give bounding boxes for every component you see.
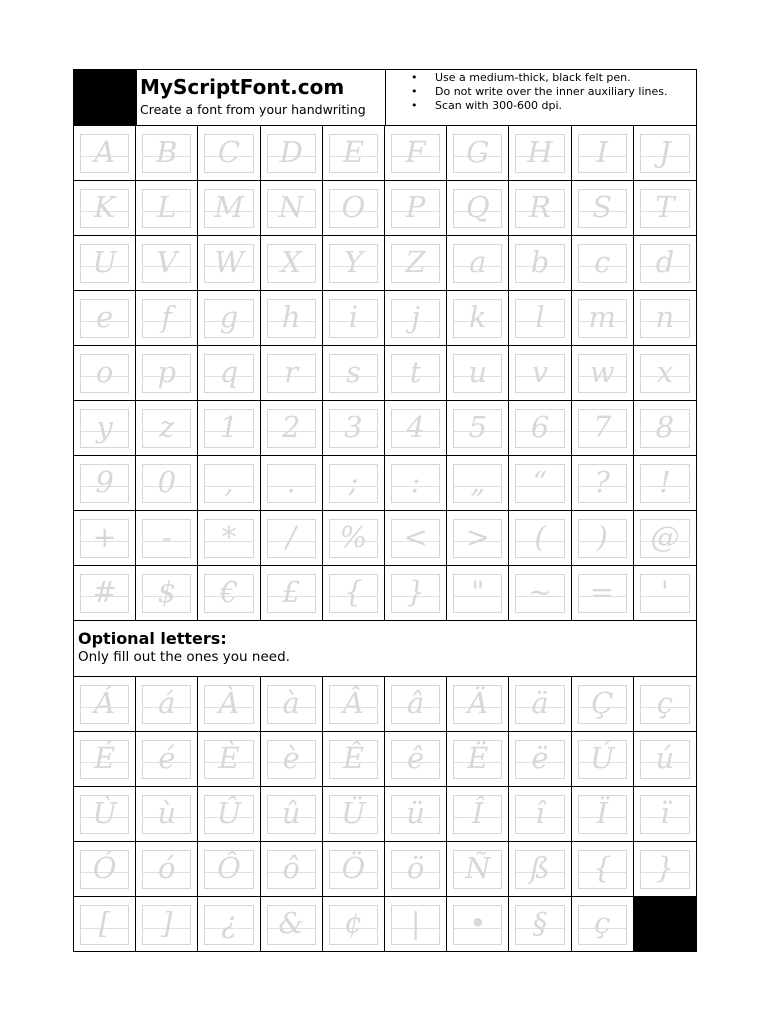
guide-glyph: i bbox=[348, 300, 359, 334]
glyph-cell bbox=[385, 346, 447, 401]
guide-glyph: ú bbox=[655, 741, 675, 775]
guide-glyph: ç bbox=[656, 686, 674, 720]
guide-glyph: Ê bbox=[342, 741, 364, 775]
guide-glyph: { bbox=[592, 851, 612, 885]
guide-glyph: > bbox=[465, 520, 490, 554]
guide-glyph: ô bbox=[282, 851, 300, 885]
glyph-cell bbox=[509, 401, 571, 456]
glyph-cell bbox=[198, 566, 260, 621]
glyph-cell bbox=[634, 787, 696, 842]
glyph-cell bbox=[136, 511, 198, 566]
glyph-cell bbox=[323, 456, 385, 511]
glyph-cell bbox=[385, 456, 447, 511]
guide-glyph: É bbox=[94, 741, 116, 775]
guide-glyph: 7 bbox=[592, 410, 612, 444]
guide-glyph: & bbox=[278, 906, 305, 940]
alignment-marker-bottom-right bbox=[634, 897, 696, 952]
guide-glyph: Ó bbox=[92, 851, 117, 885]
guide-glyph: 1 bbox=[219, 410, 239, 444]
glyph-cell bbox=[136, 181, 198, 236]
guide-glyph: Ô bbox=[217, 851, 241, 885]
guide-glyph: l bbox=[535, 300, 545, 334]
guide-glyph: B bbox=[156, 135, 178, 169]
glyph-cell bbox=[509, 842, 571, 897]
guide-glyph: v bbox=[531, 355, 549, 389]
glyph-cell bbox=[323, 401, 385, 456]
glyph-cell bbox=[385, 511, 447, 566]
optional-letters-heading: Optional letters: bbox=[78, 629, 227, 648]
glyph-cell bbox=[509, 346, 571, 401]
guide-glyph: 9 bbox=[95, 465, 114, 499]
glyph-cell bbox=[572, 511, 634, 566]
glyph-cell bbox=[198, 511, 260, 566]
glyph-cell bbox=[198, 401, 260, 456]
glyph-cell bbox=[572, 897, 634, 952]
glyph-cell bbox=[198, 126, 260, 181]
guide-glyph: p bbox=[157, 355, 177, 389]
guide-glyph: x bbox=[656, 355, 674, 389]
guide-glyph: $ bbox=[157, 575, 177, 609]
glyph-cell bbox=[74, 401, 136, 456]
guide-glyph: P bbox=[405, 190, 426, 224]
guide-glyph: Ñ bbox=[465, 851, 491, 885]
guide-glyph: - bbox=[161, 520, 172, 554]
guide-glyph: Ú bbox=[589, 741, 615, 775]
guide-glyph: Û bbox=[216, 796, 242, 830]
guide-glyph: H bbox=[527, 135, 553, 169]
guide-glyph: R bbox=[529, 190, 551, 224]
glyph-cell bbox=[198, 346, 260, 401]
glyph-cell bbox=[74, 787, 136, 842]
glyph-cell bbox=[385, 291, 447, 346]
guide-glyph: r bbox=[284, 355, 299, 389]
guide-glyph: % bbox=[339, 520, 368, 554]
guide-glyph: â bbox=[406, 686, 425, 720]
optional-letters-note: Only fill out the ones you need. bbox=[78, 649, 290, 665]
guide-glyph: n bbox=[655, 300, 675, 334]
guide-glyph: D bbox=[279, 135, 303, 169]
glyph-cell bbox=[385, 566, 447, 621]
glyph-cell bbox=[509, 456, 571, 511]
glyph-cell bbox=[509, 677, 571, 732]
glyph-cell bbox=[261, 677, 323, 732]
guide-glyph: “ bbox=[532, 465, 548, 499]
glyph-cell bbox=[634, 291, 696, 346]
instruction-item: • Do not write over the inner auxiliary lines. bbox=[386, 85, 696, 99]
guide-glyph: ö bbox=[406, 851, 425, 885]
guide-glyph: ! bbox=[659, 465, 671, 499]
glyph-cell bbox=[323, 346, 385, 401]
instruction-item: • Use a medium-thick, black felt pen. bbox=[386, 71, 696, 85]
guide-glyph: Ü bbox=[341, 796, 366, 830]
site-subtitle: Create a font from your handwriting bbox=[140, 102, 366, 117]
guide-glyph: ä bbox=[531, 686, 549, 720]
guide-glyph: Q bbox=[465, 190, 490, 224]
guide-glyph: § bbox=[532, 906, 548, 940]
guide-glyph: ? bbox=[594, 465, 610, 499]
guide-glyph: z bbox=[159, 410, 175, 444]
guide-glyph: À bbox=[218, 686, 240, 720]
guide-glyph: G bbox=[466, 135, 490, 169]
glyph-cell bbox=[509, 126, 571, 181]
guide-glyph: € bbox=[219, 575, 239, 609]
guide-glyph: Z bbox=[405, 245, 426, 279]
glyph-cell bbox=[447, 677, 509, 732]
guide-glyph: È bbox=[218, 741, 240, 775]
guide-glyph: á bbox=[158, 686, 176, 720]
guide-glyph: h bbox=[281, 300, 301, 334]
guide-glyph: + bbox=[92, 520, 117, 554]
glyph-cell bbox=[509, 787, 571, 842]
glyph-cell bbox=[323, 511, 385, 566]
glyph-cell bbox=[136, 291, 198, 346]
optional-letters-section bbox=[74, 620, 696, 676]
glyph-cell bbox=[385, 897, 447, 952]
glyph-cell bbox=[261, 511, 323, 566]
glyph-cell bbox=[261, 842, 323, 897]
guide-glyph: | bbox=[410, 906, 421, 940]
glyph-cell bbox=[447, 291, 509, 346]
guide-glyph: V bbox=[156, 245, 178, 279]
glyph-cell bbox=[634, 842, 696, 897]
guide-glyph: # bbox=[92, 575, 117, 609]
guide-glyph: F bbox=[405, 135, 426, 169]
glyph-cell bbox=[323, 732, 385, 787]
glyph-cell bbox=[323, 291, 385, 346]
guide-glyph: U bbox=[92, 245, 117, 279]
glyph-cell bbox=[509, 566, 571, 621]
glyph-cell bbox=[385, 732, 447, 787]
glyph-cell bbox=[198, 456, 260, 511]
glyph-cell bbox=[572, 126, 634, 181]
guide-glyph: ê bbox=[407, 741, 425, 775]
glyph-cell bbox=[634, 346, 696, 401]
guide-glyph: Y bbox=[343, 245, 363, 279]
glyph-cell bbox=[447, 787, 509, 842]
glyph-cell bbox=[261, 456, 323, 511]
glyph-cell bbox=[261, 732, 323, 787]
glyph-cell bbox=[261, 787, 323, 842]
glyph-cell bbox=[74, 456, 136, 511]
alignment-marker-top-left bbox=[74, 70, 136, 125]
glyph-cell bbox=[323, 126, 385, 181]
guide-glyph: W bbox=[214, 245, 244, 279]
guide-glyph: N bbox=[278, 190, 304, 224]
glyph-cell bbox=[509, 236, 571, 291]
glyph-cell bbox=[634, 236, 696, 291]
guide-glyph: . bbox=[286, 465, 296, 499]
instruction-item: • Scan with 300-600 dpi. bbox=[386, 99, 696, 113]
glyph-cell bbox=[385, 236, 447, 291]
guide-glyph: ¿ bbox=[221, 906, 237, 940]
glyph-cell bbox=[447, 897, 509, 952]
glyph-cell bbox=[198, 291, 260, 346]
guide-glyph: Ï bbox=[596, 796, 608, 830]
glyph-cell bbox=[572, 181, 634, 236]
guide-glyph: 5 bbox=[468, 410, 488, 444]
glyph-cell bbox=[323, 787, 385, 842]
glyph-cell bbox=[447, 511, 509, 566]
glyph-cell bbox=[447, 236, 509, 291]
guide-glyph: m bbox=[588, 300, 616, 334]
glyph-cell bbox=[447, 842, 509, 897]
guide-glyph: ß bbox=[530, 851, 550, 885]
glyph-cell bbox=[447, 181, 509, 236]
guide-glyph: 0 bbox=[157, 465, 177, 499]
guide-glyph: ~ bbox=[527, 575, 553, 609]
glyph-cell bbox=[323, 181, 385, 236]
glyph-cell bbox=[509, 732, 571, 787]
glyph-cell bbox=[74, 236, 136, 291]
guide-glyph: C bbox=[217, 135, 241, 169]
glyph-cell bbox=[136, 566, 198, 621]
glyph-cell bbox=[74, 126, 136, 181]
guide-glyph: A bbox=[94, 135, 116, 169]
glyph-cell bbox=[323, 897, 385, 952]
glyph-cell bbox=[509, 897, 571, 952]
guide-glyph: s bbox=[345, 355, 361, 389]
guide-glyph: 4 bbox=[406, 410, 425, 444]
guide-glyph: ) bbox=[596, 520, 608, 554]
guide-glyph: E bbox=[342, 135, 364, 169]
glyph-cell bbox=[74, 566, 136, 621]
guide-glyph: j bbox=[411, 300, 421, 334]
glyph-cell bbox=[447, 732, 509, 787]
guide-glyph: q bbox=[219, 355, 239, 389]
glyph-cell bbox=[572, 677, 634, 732]
glyph-cell bbox=[198, 897, 260, 952]
guide-glyph: Ä bbox=[467, 686, 489, 720]
glyph-cell bbox=[136, 842, 198, 897]
glyph-cell bbox=[198, 181, 260, 236]
guide-glyph: Ë bbox=[467, 741, 489, 775]
guide-glyph: Ç bbox=[591, 686, 614, 720]
guide-glyph: î bbox=[535, 796, 545, 830]
guide-glyph: ( bbox=[534, 520, 546, 554]
glyph-cell bbox=[385, 677, 447, 732]
guide-glyph: u bbox=[468, 355, 488, 389]
guide-glyph: " bbox=[471, 575, 485, 609]
glyph-cell bbox=[572, 732, 634, 787]
glyph-cell bbox=[634, 401, 696, 456]
glyph-cell bbox=[572, 346, 634, 401]
glyph-cell bbox=[634, 456, 696, 511]
glyph-cell bbox=[572, 456, 634, 511]
glyph-cell bbox=[509, 181, 571, 236]
glyph-cell bbox=[74, 897, 136, 952]
glyph-cell bbox=[634, 181, 696, 236]
guide-glyph: } bbox=[406, 575, 425, 609]
guide-glyph: g bbox=[219, 300, 239, 334]
guide-glyph: ç bbox=[594, 906, 611, 940]
guide-glyph: t bbox=[409, 355, 422, 389]
glyph-cell bbox=[385, 787, 447, 842]
guide-glyph: ù bbox=[157, 796, 177, 830]
guide-glyph: c bbox=[594, 245, 611, 279]
guide-glyph: [ bbox=[98, 906, 111, 940]
guide-glyph: @ bbox=[650, 520, 680, 554]
guide-glyph: , bbox=[224, 465, 234, 499]
glyph-cell bbox=[261, 291, 323, 346]
instruction-list bbox=[386, 70, 696, 125]
guide-glyph: 6 bbox=[530, 410, 550, 444]
glyph-cell bbox=[74, 842, 136, 897]
glyph-cell bbox=[136, 401, 198, 456]
glyph-cell bbox=[385, 842, 447, 897]
guide-glyph: ¢ bbox=[344, 906, 363, 940]
guide-glyph: ë bbox=[531, 741, 549, 775]
title-box bbox=[136, 70, 386, 125]
glyph-cell bbox=[74, 346, 136, 401]
guide-glyph: } bbox=[655, 851, 675, 885]
glyph-cell bbox=[447, 126, 509, 181]
guide-glyph: d bbox=[655, 245, 675, 279]
guide-glyph: • bbox=[469, 906, 487, 940]
glyph-cell bbox=[261, 236, 323, 291]
glyph-cell bbox=[198, 732, 260, 787]
glyph-cell bbox=[509, 511, 571, 566]
glyph-cell bbox=[198, 787, 260, 842]
glyph-cell bbox=[136, 236, 198, 291]
guide-glyph: Î bbox=[472, 796, 484, 830]
guide-glyph: è bbox=[282, 741, 300, 775]
guide-glyph: I bbox=[596, 135, 608, 169]
guide-glyph: ü bbox=[406, 796, 425, 830]
glyph-cell bbox=[261, 401, 323, 456]
guide-glyph: M bbox=[214, 190, 244, 224]
glyph-cell bbox=[136, 897, 198, 952]
main-character-grid bbox=[74, 125, 696, 621]
guide-glyph: { bbox=[344, 575, 363, 609]
guide-glyph: T bbox=[655, 190, 675, 224]
guide-glyph: f bbox=[161, 300, 173, 334]
glyph-cell bbox=[261, 897, 323, 952]
glyph-cell bbox=[634, 566, 696, 621]
glyph-cell bbox=[261, 126, 323, 181]
guide-glyph: = bbox=[590, 575, 615, 609]
glyph-cell bbox=[572, 842, 634, 897]
glyph-cell bbox=[198, 842, 260, 897]
glyph-cell bbox=[261, 346, 323, 401]
guide-glyph: b bbox=[530, 245, 550, 279]
glyph-cell bbox=[74, 677, 136, 732]
guide-glyph: Á bbox=[94, 686, 116, 720]
glyph-cell bbox=[634, 677, 696, 732]
guide-glyph: ï bbox=[660, 796, 670, 830]
guide-glyph: J bbox=[659, 135, 671, 169]
glyph-cell bbox=[74, 181, 136, 236]
glyph-cell bbox=[447, 456, 509, 511]
guide-glyph: a bbox=[469, 245, 487, 279]
glyph-cell bbox=[634, 732, 696, 787]
glyph-cell bbox=[634, 511, 696, 566]
glyph-cell bbox=[572, 566, 634, 621]
guide-glyph: £ bbox=[281, 575, 301, 609]
glyph-cell bbox=[385, 181, 447, 236]
guide-glyph: û bbox=[281, 796, 301, 830]
guide-glyph: w bbox=[589, 355, 615, 389]
glyph-cell bbox=[136, 732, 198, 787]
glyph-cell bbox=[323, 842, 385, 897]
glyph-cell bbox=[447, 401, 509, 456]
guide-glyph: * bbox=[221, 520, 237, 554]
guide-glyph: O bbox=[341, 190, 366, 224]
guide-glyph: X bbox=[280, 245, 302, 279]
guide-glyph: 2 bbox=[281, 410, 301, 444]
guide-glyph: y bbox=[96, 410, 113, 444]
glyph-cell bbox=[136, 677, 198, 732]
glyph-cell bbox=[572, 236, 634, 291]
guide-glyph: à bbox=[282, 686, 300, 720]
glyph-cell bbox=[136, 346, 198, 401]
guide-glyph: e bbox=[96, 300, 114, 334]
glyph-cell bbox=[74, 732, 136, 787]
guide-glyph: K bbox=[93, 190, 116, 224]
glyph-cell bbox=[136, 126, 198, 181]
guide-glyph: L bbox=[157, 190, 177, 224]
guide-glyph: ] bbox=[161, 906, 173, 940]
glyph-cell bbox=[136, 787, 198, 842]
site-title: MyScriptFont.com bbox=[140, 75, 345, 99]
guide-glyph: ' bbox=[660, 575, 669, 609]
guide-glyph: : bbox=[410, 465, 421, 499]
guide-glyph: é bbox=[158, 741, 176, 775]
glyph-cell bbox=[74, 511, 136, 566]
optional-character-grid bbox=[74, 676, 696, 952]
guide-glyph: 8 bbox=[655, 410, 675, 444]
glyph-cell bbox=[385, 126, 447, 181]
glyph-cell bbox=[323, 677, 385, 732]
glyph-cell bbox=[572, 787, 634, 842]
glyph-cell bbox=[198, 236, 260, 291]
glyph-cell bbox=[385, 401, 447, 456]
glyph-cell bbox=[323, 236, 385, 291]
glyph-cell bbox=[261, 181, 323, 236]
guide-glyph: < bbox=[403, 520, 428, 554]
glyph-cell bbox=[447, 566, 509, 621]
guide-glyph: Â bbox=[342, 686, 364, 720]
glyph-cell bbox=[509, 291, 571, 346]
glyph-cell bbox=[634, 126, 696, 181]
glyph-cell bbox=[572, 291, 634, 346]
guide-glyph: k bbox=[469, 300, 487, 334]
guide-glyph: / bbox=[286, 520, 297, 554]
glyph-cell bbox=[74, 291, 136, 346]
guide-glyph: Ù bbox=[92, 796, 117, 830]
guide-glyph: Ö bbox=[341, 851, 366, 885]
glyph-cell bbox=[447, 346, 509, 401]
guide-glyph: „ bbox=[470, 465, 486, 499]
guide-glyph: 3 bbox=[344, 410, 363, 444]
glyph-cell bbox=[136, 456, 198, 511]
guide-glyph: S bbox=[592, 190, 613, 224]
glyph-cell bbox=[198, 677, 260, 732]
glyph-cell bbox=[572, 401, 634, 456]
guide-glyph: o bbox=[95, 355, 114, 389]
font-template-sheet bbox=[73, 69, 697, 952]
glyph-cell bbox=[261, 566, 323, 621]
guide-glyph: ó bbox=[158, 851, 176, 885]
glyph-cell bbox=[323, 566, 385, 621]
guide-glyph: ; bbox=[348, 465, 359, 499]
